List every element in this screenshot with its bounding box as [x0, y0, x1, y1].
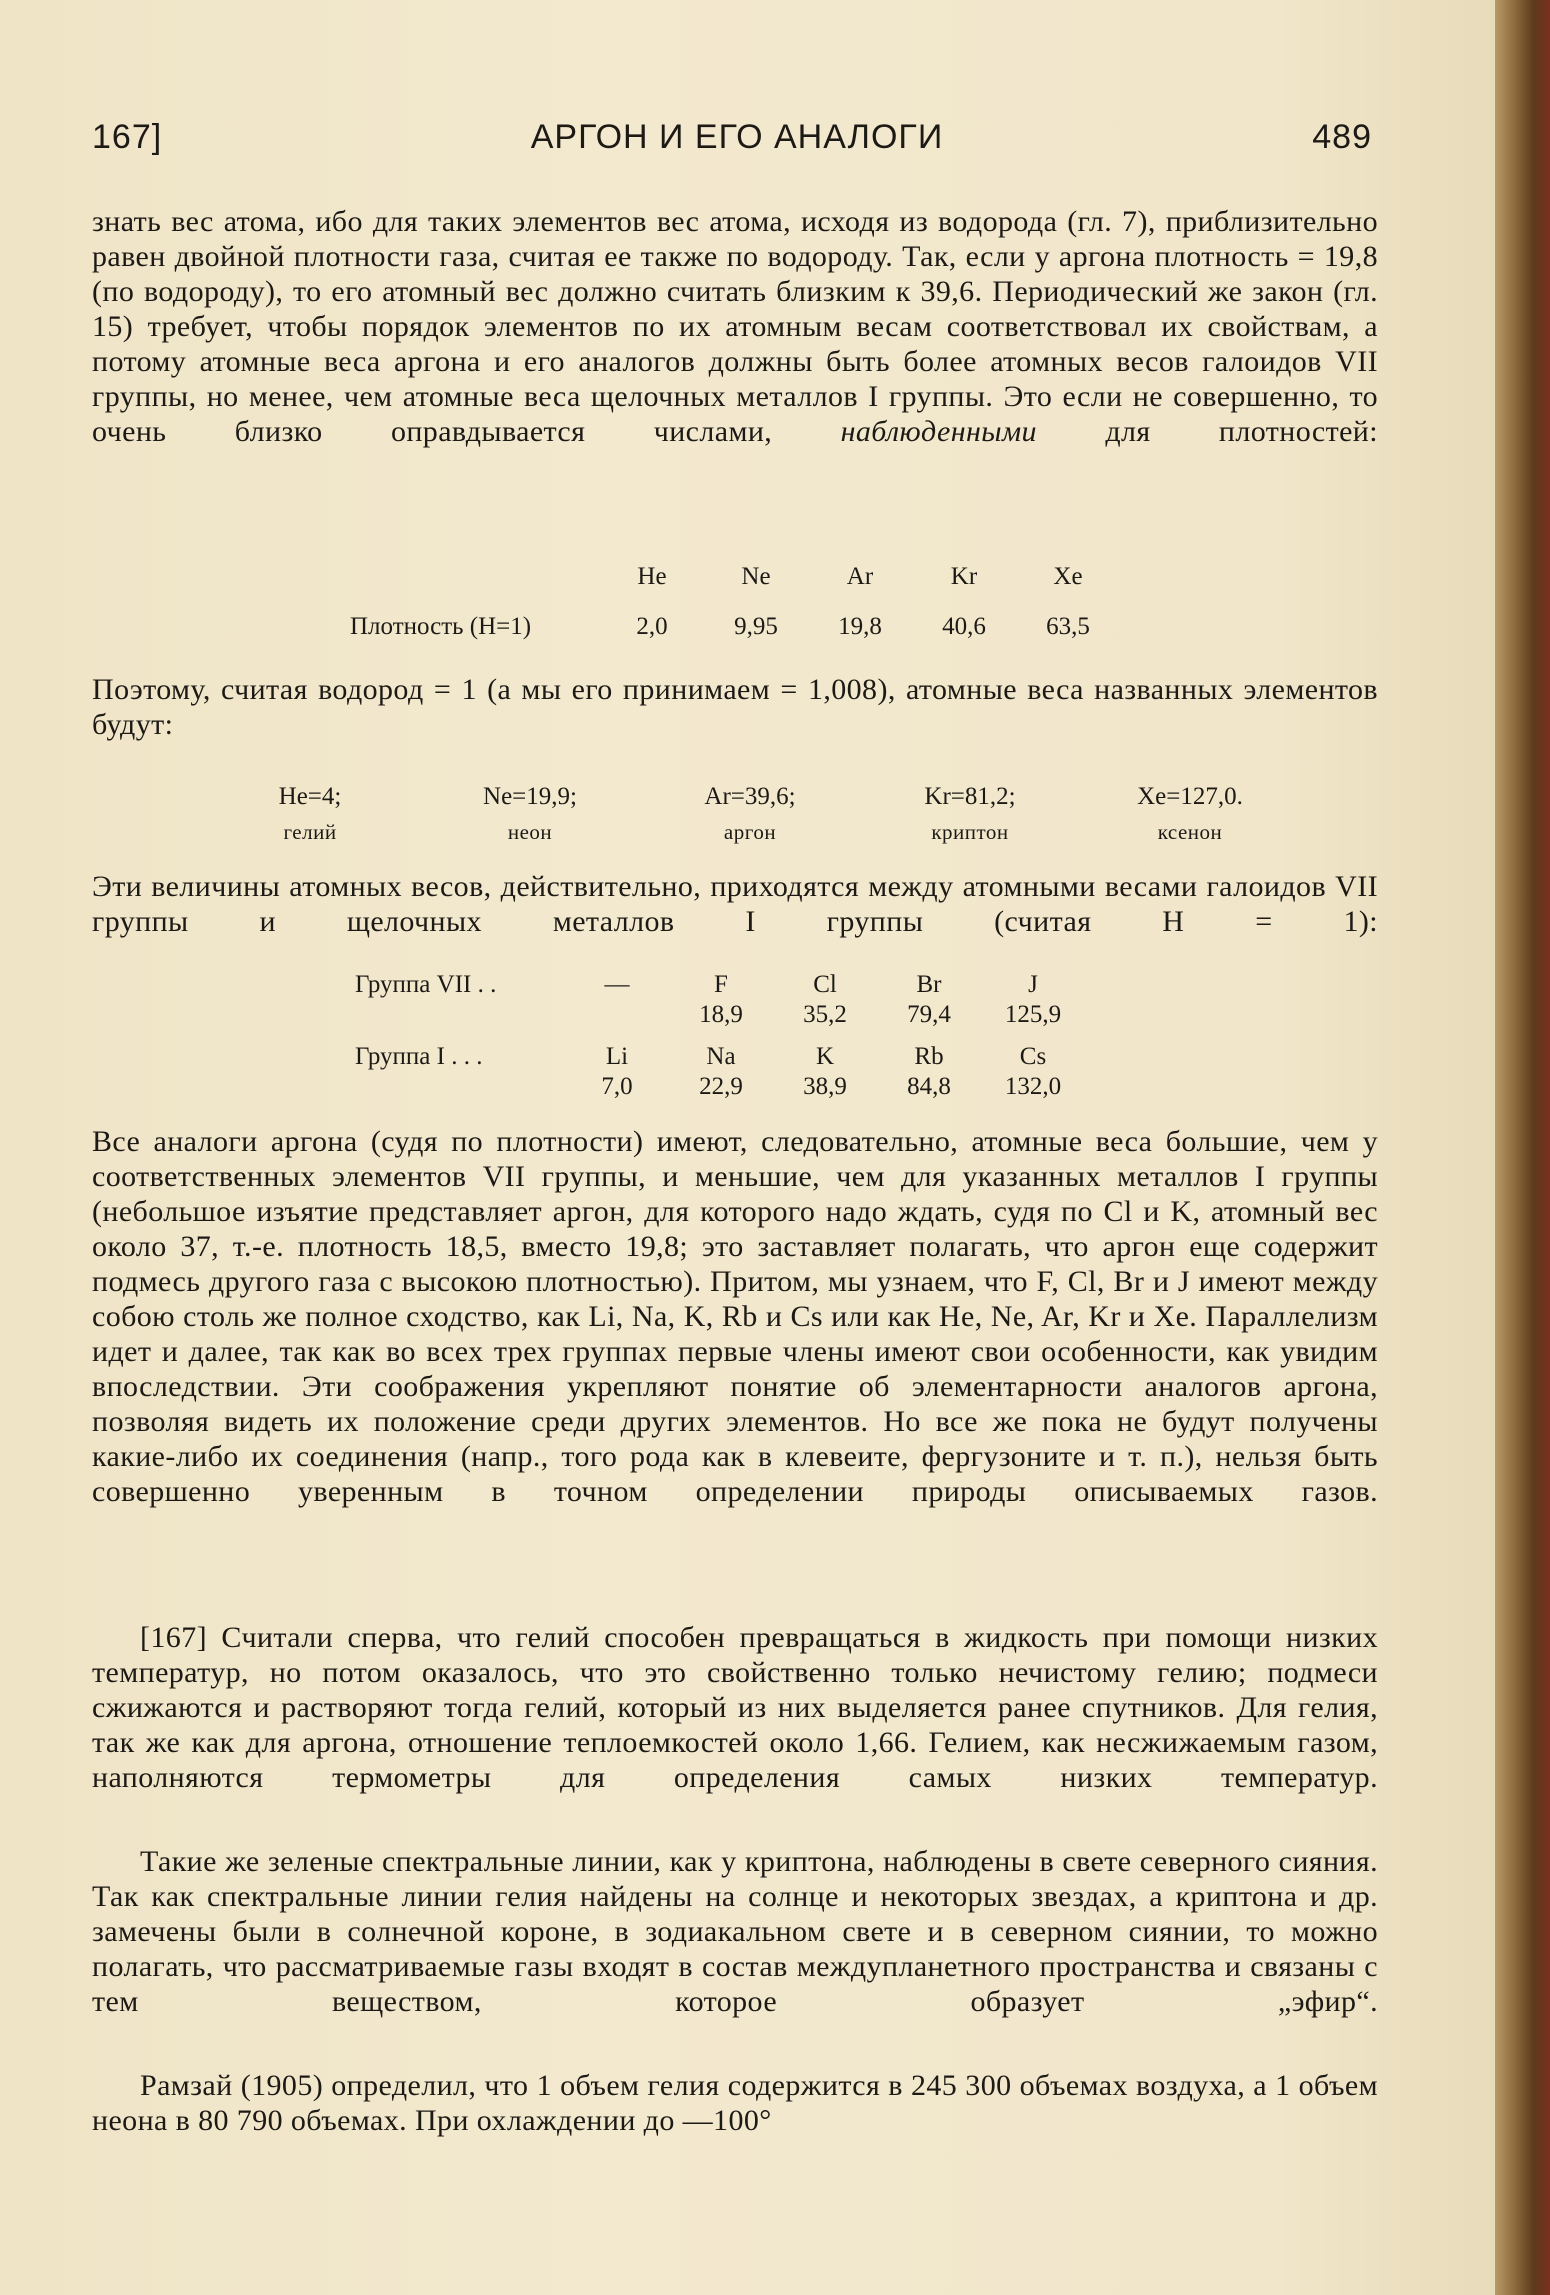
- element-name: криптон: [931, 819, 1009, 844]
- element-symbol: K: [815, 1043, 835, 1070]
- element-symbol: Cl: [813, 971, 837, 998]
- density-label: Плотность (H=1): [350, 613, 532, 640]
- element-name: ксенон: [1157, 819, 1223, 844]
- element-symbol: Li: [605, 1043, 629, 1070]
- atomic-weight-formula: Xe=127,0.: [1137, 783, 1243, 810]
- atomic-weight: 132,0: [1004, 1073, 1062, 1100]
- element-symbol: J: [1028, 971, 1038, 998]
- atomic-weight: [565, 1000, 669, 1030]
- book-spine-edge: [1495, 0, 1550, 2295]
- atomic-weight-formula: Ar=39,6;: [704, 783, 796, 810]
- atomic-weight-formula: Ne=19,9;: [483, 783, 577, 810]
- atomic-weights-table: [200, 778, 1300, 848]
- group-label: Группа VII . .: [355, 971, 497, 998]
- element-symbol: F: [714, 971, 728, 998]
- density-value: 9,95: [734, 613, 778, 640]
- density-value: 63,5: [1046, 613, 1090, 640]
- atomic-weight-formula: Kr=81,2;: [924, 783, 1016, 810]
- paragraph-atomic-weight-reasoning: знать вес атома, ибо для таких элементов вес атома, исходя из водорода (гл. 7), приблизительно равен двойной плотности газа, считая ее также по водороду. Так, если у аргона плотность = 19,8 (по водороду), то его атомный вес должно считать близким к 39,6. Периодический же закон (гл. 15) требует, чтобы порядок элементов по их атомным весам соответствовал их свойствам, а потому атомные веса аргона и его аналогов должны быть более атомных весов галоидов VII группы, но менее, чем атомные веса щелочных металлов I группы. Это если не совершенно, то очень близко оправдывается числами, наблюденными для плотностей:: [92, 205, 1378, 448]
- atomic-weight: 35,2: [803, 1001, 847, 1028]
- element-name: неон: [507, 819, 553, 844]
- element-symbol: Ne: [741, 563, 771, 590]
- element-symbol: He: [637, 563, 667, 590]
- element-name: гелий: [283, 819, 337, 844]
- atomic-weight: 125,9: [1004, 1001, 1062, 1028]
- emphasis-observed: наблюденными: [840, 415, 1037, 448]
- paragraph-hydrogen-basis: Поэтому, считая водород = 1 (а мы его принимаем = 1,008), атомные веса названных элементов будут:: [92, 673, 1378, 741]
- groups-table: [355, 970, 1085, 1102]
- atomic-weight: 84,8: [907, 1073, 951, 1100]
- atomic-weight: 18,9: [699, 1001, 743, 1028]
- section-number: 167]: [92, 118, 163, 156]
- page-number: 489: [1312, 118, 1372, 156]
- paragraph-spectral-lines: Такие же зеленые спектральные линии, как у криптона, наблюдены в свете северного сияния. Так как спектральные линии гелия найдены на солнце и некоторых звездах, а криптона и др. замечены были в солнечной короне, в зодиакальном свете и в северном сиянии, то можно полагать, что рассматриваемые газы входят в состав междупланетного пространства и связаны с тем веществом, которое образует „эфир“.: [92, 1845, 1378, 2018]
- chapter-title: АРГОН И ЕГО АНАЛОГИ: [530, 118, 944, 156]
- paragraph-helium-liquefaction: [167] Считали сперва, что гелий способен превращаться в жидкость при помощи низких температур, но потом оказалось, что это свойственно только нечистому гелию; подмеси сжижаются и растворяют тогда гелий, который из них выделяется ранее спутников. Для гелия, так же как для аргона, отношение теплоемкостей около 1,66. Гелием, как несжижаемым газом, наполняются термометры для определения самых низких температур.: [92, 1621, 1378, 1794]
- element-symbol: Ar: [846, 563, 874, 590]
- element-name: аргон: [723, 819, 777, 844]
- density-value: 2,0: [636, 613, 668, 640]
- group-label: Группа I . . .: [355, 1043, 483, 1070]
- density-value: 19,8: [838, 613, 882, 640]
- element-symbol: Cs: [1019, 1043, 1047, 1070]
- paragraph-between-groups: Эти величины атомных весов, действительно, приходятся между атомными весами галоидов VII группы и щелочных металлов I группы (считая H = 1):: [92, 870, 1378, 938]
- density-value: 40,6: [942, 613, 986, 640]
- density-table: [350, 552, 1120, 652]
- paragraph-argon-analogs: Все аналоги аргона (судя по плотности) имеют, следовательно, атомные веса большие, чем у соответственных элементов VII группы, и меньшие, чем для указанных металлов I группы (небольшое изъятие представляет аргон, для которого надо ждать, судя по Cl и K, атомный вес около 37, т.-е. плотность 18,5, вместо 19,8; это заставляет полагать, что аргон еще содержит подмесь другого газа с высокою плотностью). Притом, мы узнаем, что F, Cl, Br и J имеют между собою столь же полное сходство, как Li, Na, K, Rb и Cs или как He, Ne, Ar, Kr и Xe. Параллелизм идет и далее, так как во всех трех группах первые члены имеют свои особенности, как увидим впоследствии. Эти соображения укрепляют понятие об элементарности аналогов аргона, позволяя видеть их положение среди других элементов. Но все же пока не будут получены какие-либо их соединения (напр., того рода как в клевеите, фергузоните и т. п.), нельзя быть совершенно уверенным в точном определении природы описываемых газов.: [92, 1125, 1378, 1508]
- atomic-weight: 79,4: [907, 1001, 951, 1028]
- element-symbol: —: [604, 971, 630, 998]
- atomic-weight: 38,9: [803, 1073, 847, 1100]
- element-symbol: Rb: [914, 1043, 944, 1070]
- element-symbol: Br: [916, 971, 942, 998]
- atomic-weight: 7,0: [601, 1073, 633, 1100]
- atomic-weight-formula: He=4;: [278, 783, 342, 810]
- running-header: [92, 118, 1382, 168]
- element-symbol: Na: [706, 1043, 736, 1070]
- element-symbol: Xe: [1053, 563, 1083, 590]
- element-symbol: Kr: [950, 563, 978, 590]
- paragraph-ramsay: Рамзай (1905) определил, что 1 объем гелия содержится в 245 300 объемах воздуха, а 1 объем неона в 80 790 объемах. При охлаждении до —100°: [92, 2069, 1378, 2137]
- atomic-weight: 22,9: [699, 1073, 743, 1100]
